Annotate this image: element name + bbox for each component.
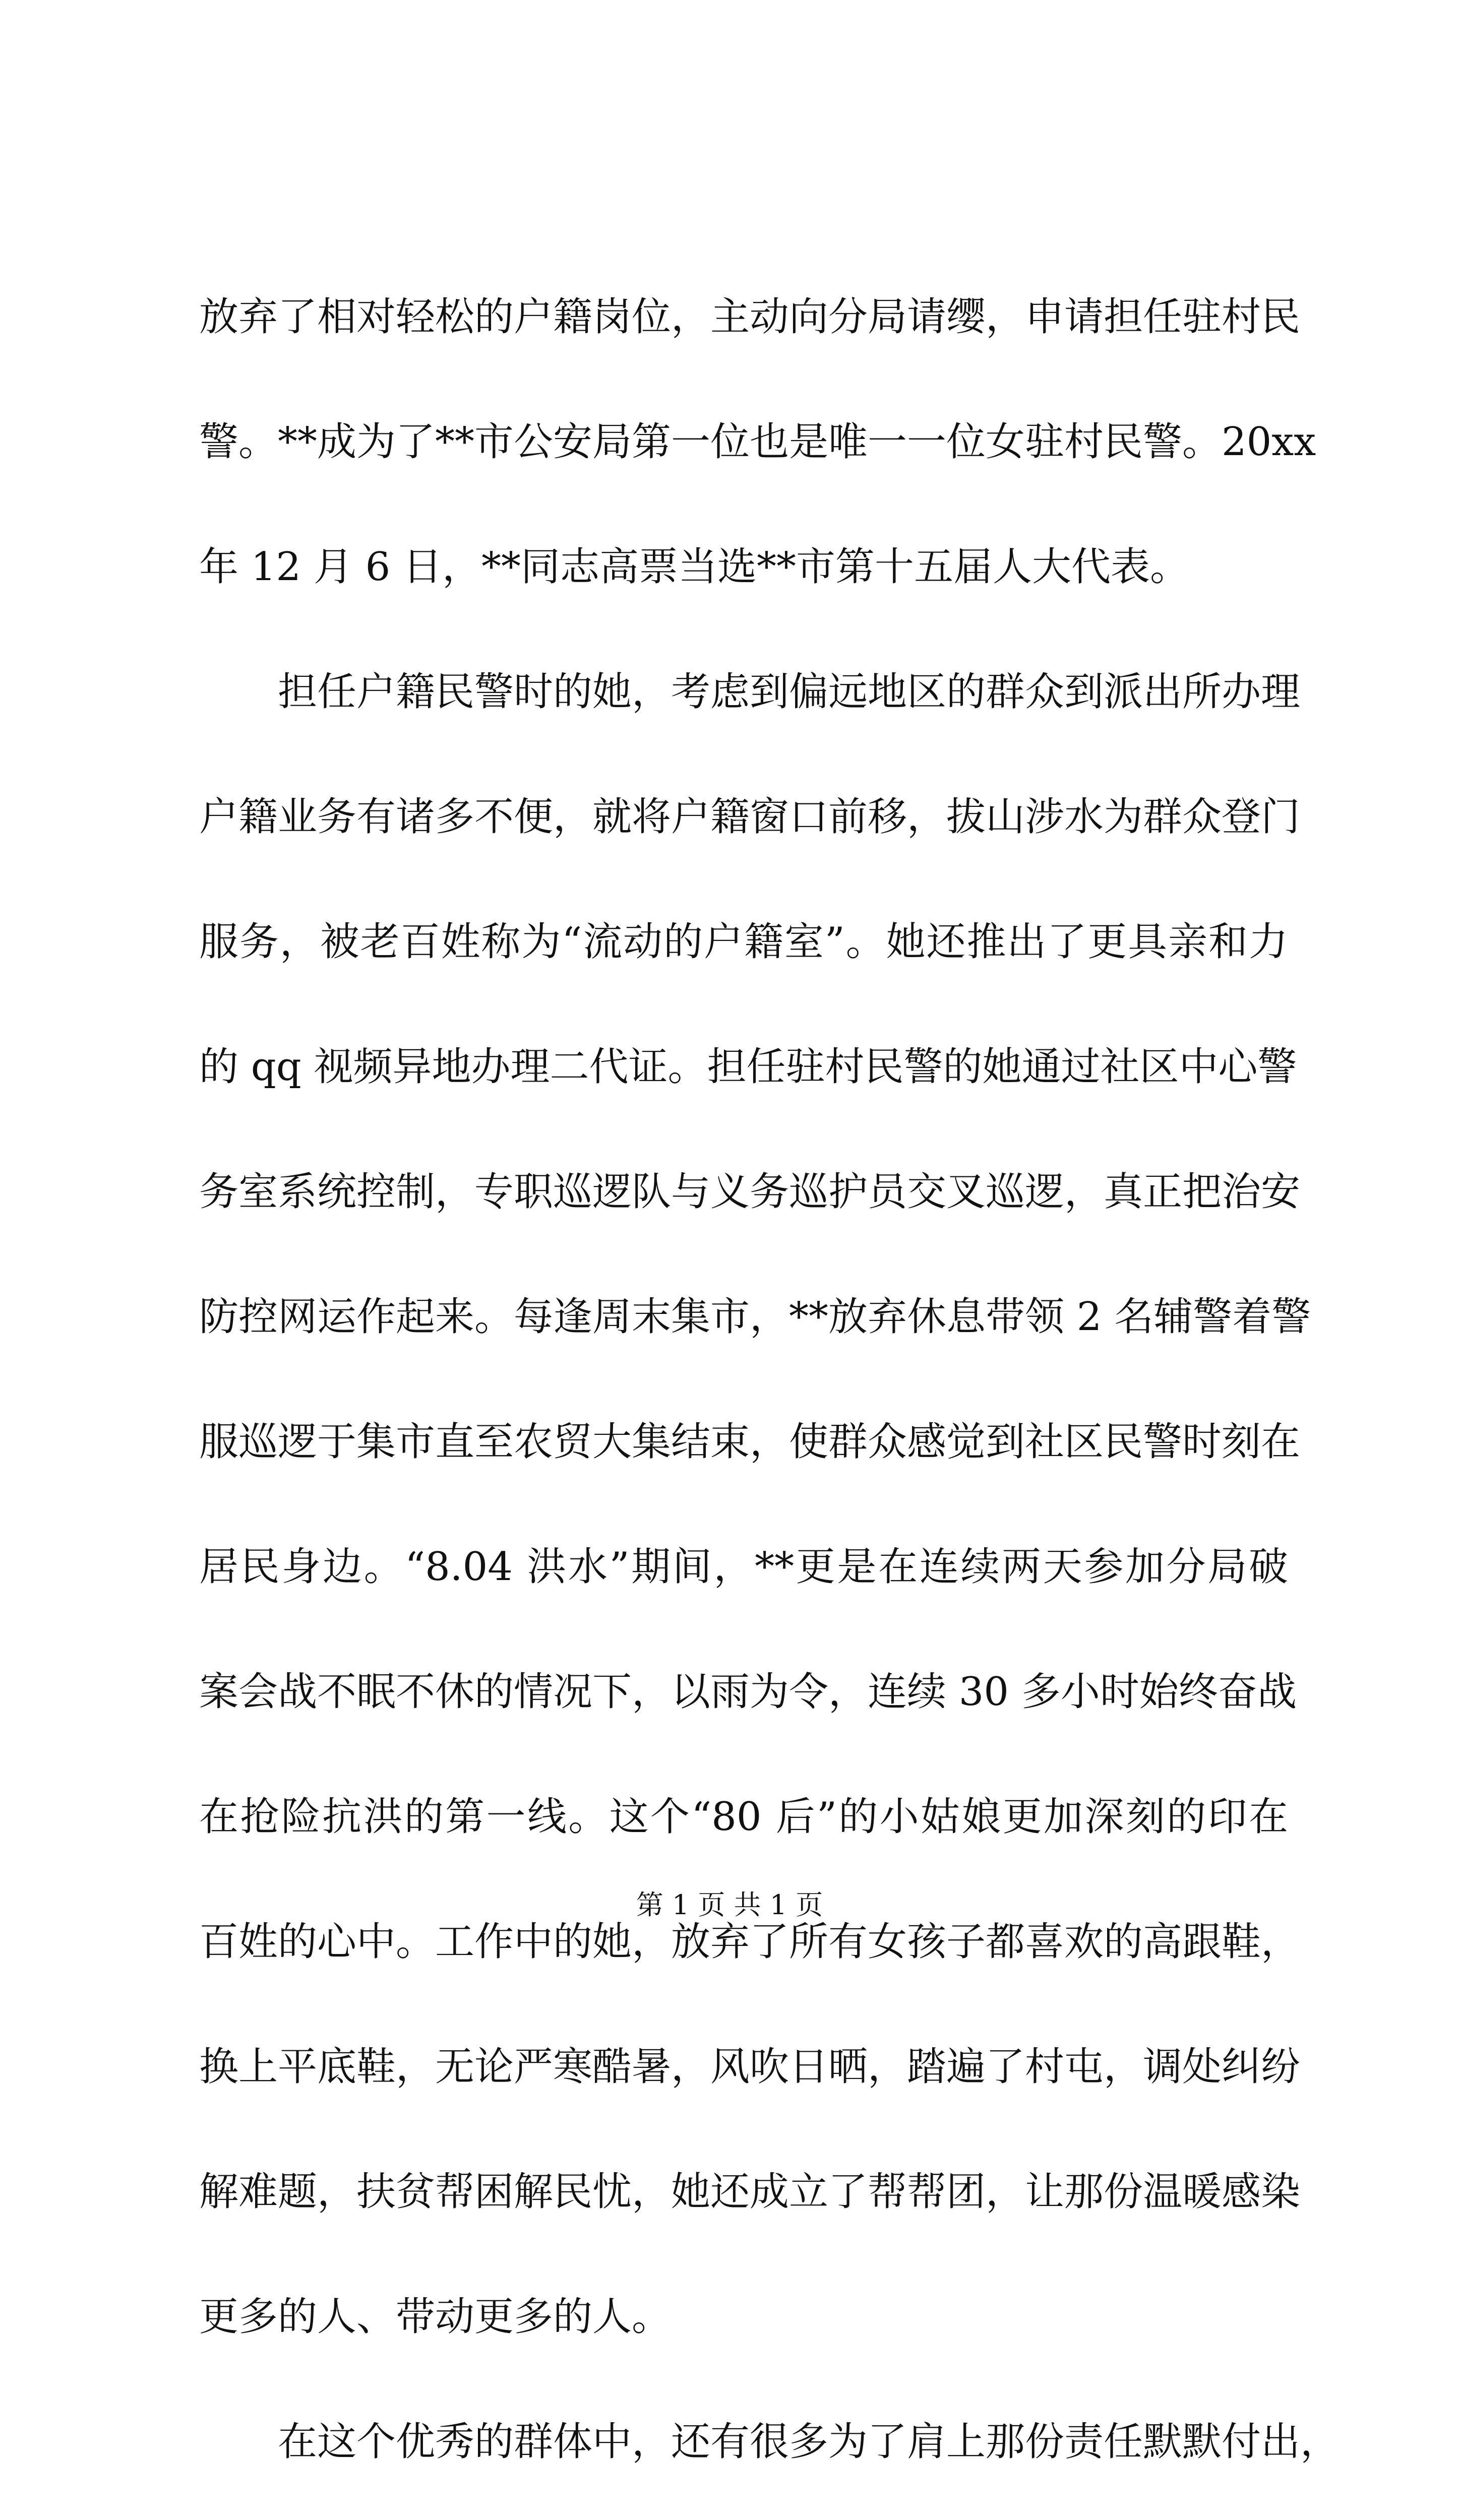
text-line: 换上平底鞋，无论严寒酷暑，风吹日晒，踏遍了村屯，调处纠纷 — [199, 2044, 1301, 2090]
text-line: 年 12 月 6 日，**同志高票当选**市第十五届人大代表。 — [199, 544, 1190, 590]
text-line: 警。**成为了**市公安局第一位也是唯一一位女驻村民警。20xx — [199, 419, 1316, 465]
text-line: 百姓的心中。工作中的她，放弃了所有女孩子都喜欢的高跟鞋， — [199, 1919, 1301, 1965]
text-line: 在抢险抗洪的第一线。这个“80 后”的小姑娘更加深刻的印在 — [199, 1794, 1288, 1840]
text-line: 更多的人、带动更多的人。 — [199, 2294, 672, 2340]
text-line: 的 qq 视频异地办理二代证。担任驻村民警的她通过社区中心警 — [199, 1044, 1297, 1090]
text-line: 解难题，扶贫帮困解民忧，她还成立了帮帮团，让那份温暖感染 — [199, 2169, 1301, 2215]
text-line: 居民身边。“8.04 洪水”期间，**更是在连续两天参加分局破 — [199, 1544, 1288, 1590]
text-line: 务室系统控制，专职巡逻队与义务巡护员交叉巡逻，真正把治安 — [199, 1169, 1301, 1215]
document-body — [199, 255, 1340, 2520]
text-line: 服巡逻于集市直至农贸大集结束，使群众感觉到社区民警时刻在 — [199, 1419, 1301, 1465]
text-line — [199, 2504, 1288, 2520]
text-line: 户籍业务有诸多不便，就将户籍窗口前移，拔山涉水为群众登门 — [199, 794, 1301, 840]
text-line: 案会战不眠不休的情况下，以雨为令，连续 30 多小时始终奋战 — [199, 1669, 1297, 1715]
text-line: 防控网运作起来。每逢周末集市，**放弃休息带领 2 名辅警着警 — [199, 1294, 1311, 1340]
text-line: 放弃了相对轻松的户籍岗位，主动向分局请缨，申请担任驻村民 — [199, 294, 1301, 340]
page-number-footer: 第 1 页 共 1 页 — [636, 1889, 823, 1921]
text-line: 担任户籍民警时的她，考虑到偏远地区的群众到派出所办理 — [278, 669, 1301, 715]
text-line: 在这个优秀的群体中，还有很多为了肩上那份责任默默付出， — [278, 2419, 1340, 2465]
text-line: 服务，被老百姓称为“流动的户籍室”。她还推出了更具亲和力 — [199, 919, 1288, 965]
